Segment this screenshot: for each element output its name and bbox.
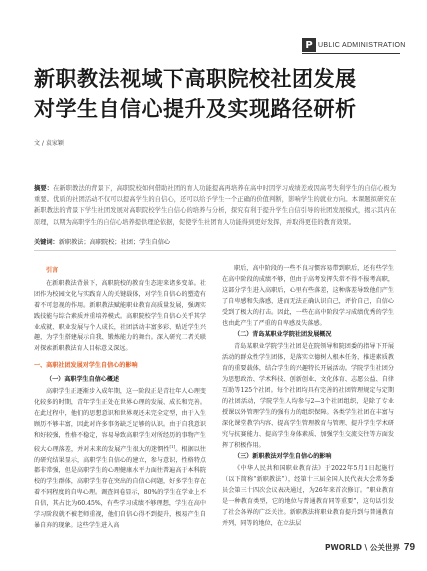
right-column (222, 264, 394, 530)
page-number: 79 (403, 542, 416, 553)
section-header (302, 38, 406, 52)
article-title (34, 64, 357, 124)
section-1-heading: 一、高职社团发展对学生自信心的影响 (34, 362, 138, 370)
keywords (34, 237, 170, 246)
title-line-1: 新职教法视域下高职院校社团发展 (34, 66, 357, 91)
abstract-text: 在新职教法的背景下，高职院校如何借助社团的育人功能提高再培养在高中时因学习成绩差或因高考失利学生的自信心极为重要。优质的社团活动不仅可以提高学生的自信心，还可以给予学生一个正确的价值判断，影响学生的就业方向。本课题拟研究在新职教法的背景下学生社团发展对高职院校学生自信心的培养与分析，探究有利于提升学生自信引导的社团发展模式，揭示其内在原理，以期为高职学生的自信心培养提供理论依据，促使学生社团育人功能得到更好发挥，并取得更佳的教育效果。 (34, 185, 397, 226)
author-line: 文 / 袁家颖 (34, 140, 64, 147)
subsection-1-text: 高职学生正逐渐步入成年期，这一阶段正是青壮年人心理变化较多的时期，青年学生正处在世界心理的发展、成长和完善。在此过程中，他们的思想意识和世界观还未完全定型，由于入生顾历不够丰富，因此对许多事务缺乏足够的认识。由于自我意识和好较强，性格不稳定，容易导致高职学生对所经历的事物产生较大心理落差，并对未来的发展产生很大的迷惘性 (34, 388, 206, 453)
subsection-3-heading: （三）新职教法对学生自信心的影响 (234, 453, 332, 461)
title-line-2: 对学生自信心提升及实现路径研析 (34, 96, 357, 121)
keywords-text: 新职教法；高职院校；社团；学生自信心 (58, 239, 171, 246)
subsection-1-heading: （一）高职学生自信心概述 (46, 376, 120, 384)
section-name: UBLIC ADMINISTRATION (318, 41, 406, 49)
subsection-2-heading: （二）青岛某职业学院社团发展概况 (234, 331, 332, 339)
abstract (34, 183, 396, 228)
magazine-name: PWORLD \ 公关世界 (325, 543, 400, 552)
subsection-1-text-tail: 。根据以往的研究结果显示，高职学生自信心的建立，参与意识，性格特点都非常强，但是高职学生的心理健康水平力面往普遍高于本科院校的学生群体，高职学生存在突出的自信心问题，好多学生存在着不同程度的自卑心理。调查问卷显示，80%的学生在学业上不自信，其占比为60.45%，有些学习成绩不够理想，学生在高中学习阶段就不被老师重视，他们自信心得不到提升，极易产生自暴自弃的现象。这些学生进入高 (34, 445, 207, 529)
left-column (34, 264, 206, 532)
citation-ref: [1] (169, 443, 176, 449)
section-letter-badge: P (302, 38, 316, 52)
header-rule (302, 53, 400, 54)
keywords-label: 关键词： (34, 239, 59, 246)
page-footer (325, 542, 415, 553)
subsection-1-paragraph (34, 387, 206, 532)
abstract-divider (34, 250, 396, 251)
intro-heading: 引言 (46, 267, 59, 274)
intro-paragraph: 在新职教法背景下，高职院校的教育生态迎来诸多变革。社团作为校园文化与实践育人的关键载体，对学生自信心的塑造有着不可忽视的作用。新职教法赋能职业教育高质量发展，强调实践技能与综合素质并重培养模式。高职院校学生自信心关乎其学业成就、职业发展与个人成长，社团活动丰富多彩、贴近学生兴趣，为学生搭建展示自我、锻炼能力的舞台。深入研究二者关联对探索新职教法育人目标意义深远。 (34, 279, 206, 353)
right-paragraph-1: 职后，高中阶段的一些不良习惯容易带到职后，还有些学生在高中阶段的成绩不够，但由于高考发挥失常不得不报考高职，这部分学生进入高职后，心里有些落差，这种落差导致他们产生了自卑感和失落感，进而无法正确认识自己，评价自己，自信心受到了极大的打击。因此，一些在高中阶段学习成绩优秀的学生也由此产生了严重的自卑感及失落感。 (222, 265, 394, 327)
abstract-label: 摘要： (34, 185, 54, 192)
subsection-2-paragraph: 青岛某职业学院学生社团是在院领导和院团委的指导下开展活动的群众性学生团体，是落实立德树人根本任务，推进素质教育的重要载体，结合学生的兴趣特长开展活动。学院学生社团分为思想政治、学术科技、创新创业、文化体育、志愿公益、自律互助等125个社团。每个社团均具有完善的社团管理规定与定期的社团活动，学院学生人均参与2—3个社团组织，是除了专业授课以外管理学生的强有力的组织保障。各类学生社团在丰富与深化课堂教学内容、提高学生管理教育与管理、提升学生学术研究与抗赛能力、提高学生身体素质、加强学生交流交往等方面发挥了积极作用。 (222, 343, 394, 449)
subsection-3-paragraph: 《中华人民共和国职业教育法》于2022年5月1日起施行（以下简称“新职教法”），经第十三届全国人民代表大会常务委员会第三十四次会议表决通过，为26年来首次修订。“职业教育是一种教育类型，它的地位与普通教育同等重要”，这句话引发了社会各界的广泛关注。新职教法将职业教育提升到与普通教育并列，同等的地位，在立法层 (222, 465, 394, 527)
